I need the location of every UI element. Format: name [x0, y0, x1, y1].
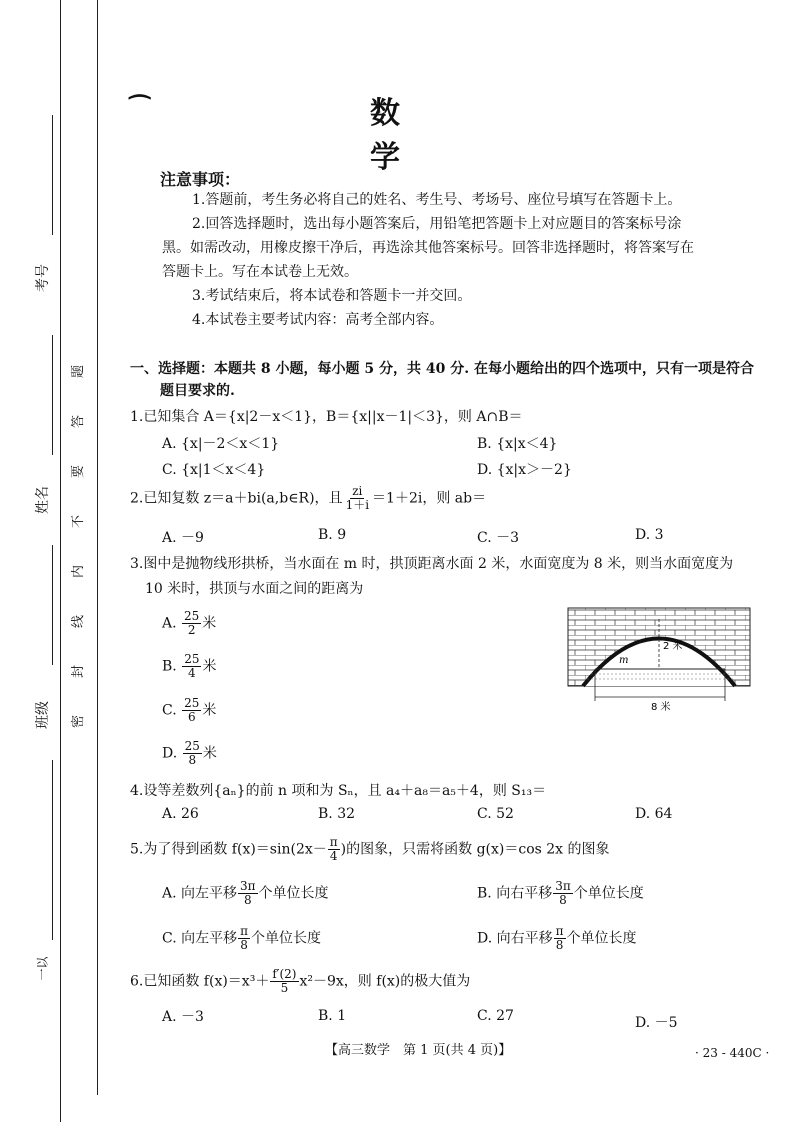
fraction-numerator: f′(2) — [272, 967, 297, 981]
exam-number-blank — [52, 115, 53, 235]
corner-mark: ⁀ — [130, 94, 150, 123]
fraction-numerator: π — [329, 835, 338, 849]
q6-option-b: B. 1 — [318, 1008, 347, 1024]
name-blank — [52, 335, 53, 455]
q1-option-a: A. {x|－2＜x＜1} — [162, 436, 280, 452]
q5-fraction — [328, 836, 340, 863]
q4-option-a: A. 26 — [162, 806, 199, 822]
question-3-line: 3.图中是抛物线形拱桥，当水面在 m 时，拱顶距离水面 2 米，水面宽度为 8 米，则当水面宽度为 — [130, 556, 734, 572]
q3-option-b — [162, 653, 216, 680]
fraction-denominator: 1＋i — [345, 498, 370, 512]
question-1-stem: 1.已知集合 A＝{x|2－x＜1}，B＝{x||x－1|＜3}，则 A∩B＝ — [130, 409, 523, 425]
q6-option-a: A. －3 — [162, 1009, 204, 1025]
option-fraction — [554, 925, 566, 952]
option-text: 个单位长度 — [573, 885, 644, 902]
q2-stem-part: ＝1＋2i，则 ab＝ — [372, 490, 487, 507]
q2-stem-part: 2.已知复数 z＝a＋bi(a,b∈R)，且 — [130, 490, 343, 507]
fraction-denominator: 2 — [187, 623, 196, 637]
q6-option-d: D. －5 — [635, 1015, 678, 1031]
fraction-denominator: 4 — [329, 849, 338, 863]
width-label: 8 米 — [651, 702, 671, 713]
seal-char: 答 — [71, 414, 87, 429]
notice-item: 2.回答选择题时，选出每小题答案后，用铅笔把答题卡上对应题目的答案标号涂 — [192, 216, 682, 232]
seal-char: 要 — [71, 464, 87, 479]
section-heading — [130, 358, 754, 402]
fraction-numerator: π — [240, 924, 249, 938]
fraction-numerator: 25 — [184, 652, 200, 666]
fraction-denominator: 8 — [243, 893, 252, 907]
option-fraction — [183, 740, 202, 767]
option-letter: A. — [162, 615, 177, 632]
q2-option-b: B. 9 — [318, 527, 347, 543]
section-heading-line: 一、选择题：本题共 8 小题，每小题 5 分，共 40 分. 在每小题给出的四个选项中，只有一项是符合 — [130, 361, 754, 377]
fraction-numerator: 3π — [555, 879, 571, 893]
option-fraction — [238, 925, 250, 952]
q5-option-b — [477, 880, 644, 907]
fraction-denominator: 8 — [555, 938, 564, 952]
seal-char: 密 — [71, 714, 87, 729]
fraction-numerator: 25 — [184, 609, 200, 623]
fraction-numerator: 3π — [240, 879, 256, 893]
q5-option-d — [477, 925, 637, 952]
q6-option-c: C. 27 — [477, 1008, 514, 1024]
option-text: 个单位长度 — [566, 930, 637, 947]
option-letter: B. — [162, 658, 177, 675]
option-text: B. 向右平移 — [477, 885, 553, 902]
name-label: 姓名 — [35, 486, 51, 514]
q1-option-b: B. {x|x＜4} — [477, 436, 558, 452]
q3-option-a — [162, 610, 216, 637]
q2-option-d: D. 3 — [635, 527, 664, 543]
q4-option-c: C. 52 — [477, 806, 514, 822]
question-2-stem — [130, 485, 486, 512]
section-heading-line: 题目要求的. — [160, 383, 235, 399]
fraction-denominator: 5 — [280, 981, 289, 995]
notice-heading: 注意事项： — [160, 170, 241, 189]
water-label: m — [619, 655, 629, 666]
q1-option-c: C. {x|1＜x＜4} — [162, 462, 266, 478]
arch-bridge-figure — [565, 605, 755, 715]
seat-blank — [52, 760, 53, 940]
question-3-line: 10 米时，拱顶与水面之间的距离为 — [145, 581, 364, 597]
q5-option-a — [162, 880, 329, 907]
option-text: D. 向右平移 — [477, 930, 553, 947]
exam-code: · 23 - 440C · — [695, 1046, 770, 1060]
q4-option-b: B. 32 — [318, 806, 356, 822]
notice-item: 4.本试卷主要考试内容：高考全部内容。 — [192, 312, 444, 328]
q1-option-d: D. {x|x＞－2} — [477, 462, 572, 478]
q6-stem-part: x²－9x，则 f(x)的极大值为 — [299, 973, 471, 990]
q6-fraction — [270, 968, 298, 995]
option-text: A. 向左平移 — [162, 885, 238, 902]
q2-fraction — [344, 485, 371, 512]
q2-option-c: C. －3 — [477, 530, 520, 546]
option-unit: 米 — [202, 702, 217, 719]
question-4-stem: 4.设等差数列{aₙ}的前 n 项和为 Sₙ，且 a₄＋a₈＝a₅＋4，则 S₁₃＝ — [130, 783, 547, 799]
option-letter: D. — [162, 745, 178, 762]
seal-char: 线 — [71, 614, 87, 629]
class-blank — [52, 545, 53, 665]
notice-item: 黑。如需改动，用橡皮擦干净后，再选涂其他答案标号。回答非选择题时，将答案写在 — [162, 240, 694, 256]
question-5-stem — [130, 836, 610, 863]
q3-option-d — [162, 740, 217, 767]
q3-option-c — [162, 697, 216, 724]
fraction-numerator: 25 — [184, 739, 200, 753]
page-footer: 【高三数学 第 1 页(共 4 页)】 — [325, 1043, 512, 1058]
seal-char: 内 — [71, 564, 87, 579]
binding-line-outer — [60, 0, 61, 1122]
option-fraction — [553, 880, 573, 907]
notice-item: 3.考试结束后，将本试卷和答题卡一并交回。 — [192, 288, 472, 304]
fraction-denominator: 6 — [187, 710, 196, 724]
exam-number-label: 考号 — [35, 264, 51, 292]
seal-char: 题 — [71, 364, 87, 379]
q5-stem-part: )的图象，只需将函数 g(x)＝cos 2x 的图象 — [340, 841, 610, 858]
option-unit: 米 — [202, 745, 217, 762]
option-text: 个单位长度 — [258, 885, 329, 902]
seal-char: 不 — [71, 514, 87, 529]
option-fraction — [182, 610, 201, 637]
class-label: 班级 — [35, 701, 51, 729]
notice-item: 答题卡上。写在本试卷上无效。 — [162, 264, 358, 280]
fraction-denominator: 8 — [559, 893, 567, 907]
option-fraction — [182, 653, 201, 680]
page-title: 数学 — [370, 96, 490, 175]
q5-stem-part: 5.为了得到函数 f(x)＝sin(2x－ — [130, 841, 327, 858]
fraction-denominator: 4 — [188, 666, 196, 680]
q6-stem-part: 6.已知函数 f(x)＝x³＋ — [130, 973, 270, 990]
option-fraction — [182, 697, 201, 724]
q4-option-d: D. 64 — [635, 806, 673, 822]
question-6-stem — [130, 968, 470, 995]
option-text: 个单位长度 — [251, 930, 322, 947]
option-unit: 米 — [202, 615, 217, 632]
binding-line-inner — [97, 0, 98, 1095]
fraction-denominator: 8 — [240, 938, 248, 952]
fraction-numerator: π — [555, 924, 564, 938]
option-fraction — [238, 880, 258, 907]
q2-option-a: A. －9 — [162, 530, 204, 546]
fraction-numerator: zi — [352, 484, 363, 498]
option-unit: 米 — [202, 658, 217, 675]
option-text: C. 向左平移 — [162, 930, 238, 947]
height-label: 2 米 — [663, 641, 683, 652]
fraction-denominator: 8 — [188, 753, 197, 767]
seal-char: 封 — [71, 664, 87, 679]
option-letter: C. — [162, 702, 177, 719]
bottom-margin-mark: 一以 — [35, 956, 50, 981]
q5-option-c — [162, 925, 321, 952]
notice-item: 1.答题前，考生务必将自己的姓名、考生号、考场号、座位号填写在答题卡上。 — [192, 192, 682, 208]
fraction-numerator: 25 — [184, 696, 200, 710]
